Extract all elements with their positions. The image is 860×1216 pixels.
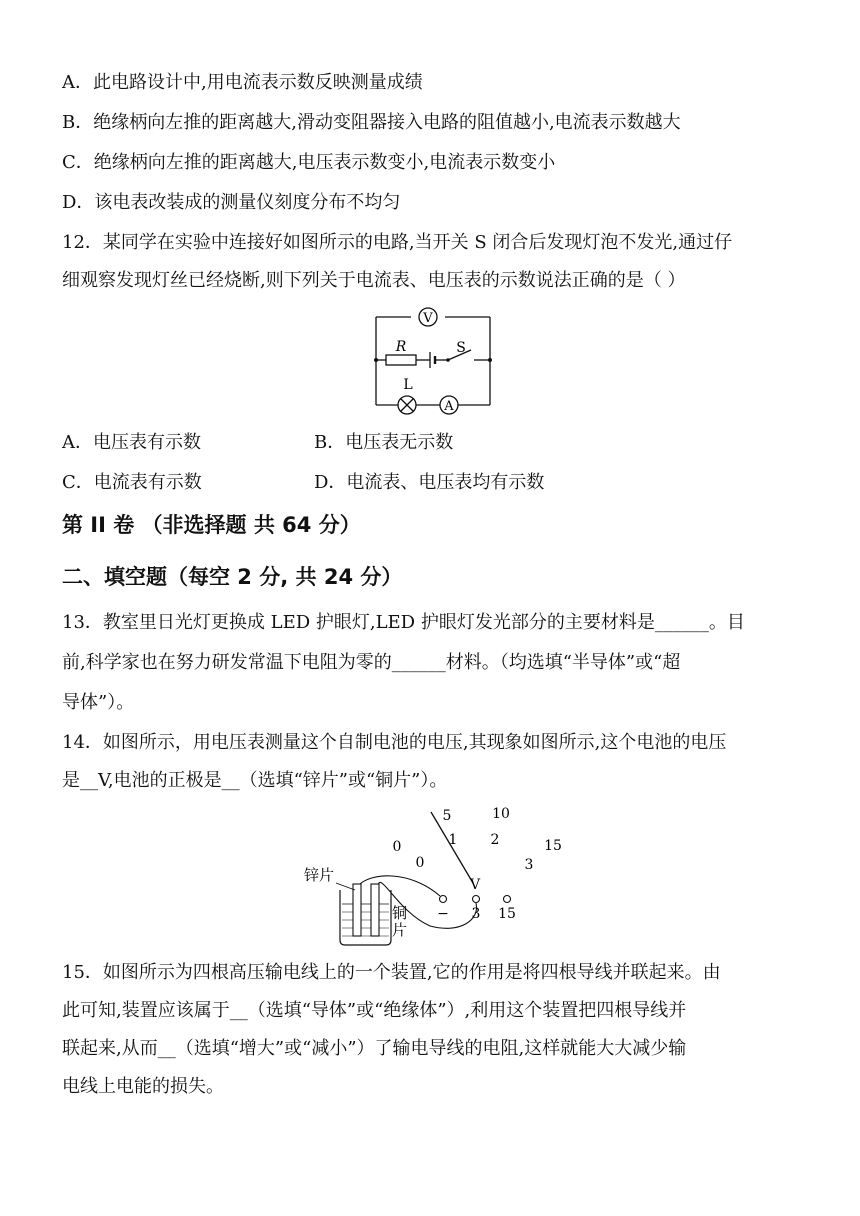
q15-line-2: 此可知,装置应该属于__（选填“导体”或“绝缘体”）,利用这个装置把四根导线并 [62, 1000, 687, 1021]
q12-option-d: D．电流表、电压表均有示数 [314, 472, 545, 493]
inner-scale-label: 0 [415, 855, 425, 871]
section-ii-title: 第 II 卷 （非选择题 共 64 分） [62, 513, 361, 537]
q12-stem-line-1: 12．某同学在实验中连接好如图所示的电路,当开关 S 闭合后发现灯泡不发光,通过仔 [62, 232, 733, 253]
q12-option-c: C．电流表有示数 [62, 472, 202, 493]
voltmeter-symbol: V [423, 311, 433, 326]
q15-line-4: 电线上电能的损失。 [62, 1076, 224, 1097]
q14-battery-voltmeter-figure [300, 800, 570, 950]
q12-circuit-diagram [368, 305, 500, 415]
q14-line-2: 是__V,电池的正极是__（选填“锌片”或“铜片”）。 [62, 770, 448, 791]
q14-line-1: 14．如图所示，用电压表测量这个自制电池的电压,其现象如图所示,这个电池的电压 [62, 732, 727, 753]
terminal-3: 3 [471, 906, 481, 922]
resistor-label: R [395, 339, 407, 355]
outer-scale-label: 0 [392, 839, 402, 855]
voltmeter-label: V [469, 877, 481, 893]
q11-option-a: A．此电路设计中,用电流表示数反映测量成绩 [62, 72, 423, 93]
q15-line-1: 15．如图所示为四根高压输电线上的一个装置,它的作用是将四根导线并联起来。由 [62, 962, 721, 983]
lamp-label: L [403, 377, 413, 393]
copper-label-top: 铜 [392, 904, 408, 922]
q11-option-d: D．该电表改装成的测量仪刻度分布不均匀 [62, 192, 401, 213]
q12-stem-line-2: 细观察发现灯丝已经烧断,则下列关于电流表、电压表的示数说法正确的是（ ） [62, 270, 686, 291]
switch-label: S [456, 340, 466, 356]
zinc-label: 锌片 [304, 866, 335, 884]
q15-line-3: 联起来,从而__（选填“增大”或“减小”）了输电导线的电阻,这样就能大大减少输 [62, 1038, 687, 1059]
q13-line-1: 13．教室里日光灯更换成 LED 护眼灯,LED 护眼灯发光部分的主要材料是______。目 [62, 612, 745, 633]
outer-scale-label: 15 [544, 838, 562, 854]
q13-line-3: 导体”）。 [62, 692, 135, 713]
outer-scale-label: 5 [442, 808, 452, 824]
q12-option-b: B．电压表无示数 [314, 432, 454, 453]
inner-scale-label: 3 [524, 857, 534, 873]
outer-scale-label: 10 [492, 806, 510, 822]
terminal-15: 15 [498, 906, 516, 922]
terminal-negative: − [437, 906, 449, 922]
beaker [340, 890, 391, 945]
ammeter-symbol: A [444, 399, 454, 414]
inner-scale-label: 2 [490, 832, 500, 848]
wire-zinc [358, 876, 440, 896]
inner-scale-label: 1 [448, 832, 458, 848]
q12-option-a: A．电压表有示数 [62, 432, 201, 453]
copper-plate [371, 884, 379, 936]
q13-line-2: 前,科学家也在努力研发常温下电阻为零的______材料。（均选填“半导体”或“超 [62, 652, 681, 673]
q11-option-b: B．绝缘柄向左推的距离越大,滑动变阻器接入电路的阻值越小,电流表示数越大 [62, 112, 681, 133]
fill-blank-heading: 二、填空题（每空 2 分, 共 24 分） [62, 565, 403, 589]
zinc-plate [353, 884, 361, 936]
copper-label-bottom: 片 [392, 921, 408, 939]
q11-option-c: C．绝缘柄向左推的距离越大,电压表示数变小,电流表示数变小 [62, 152, 556, 173]
